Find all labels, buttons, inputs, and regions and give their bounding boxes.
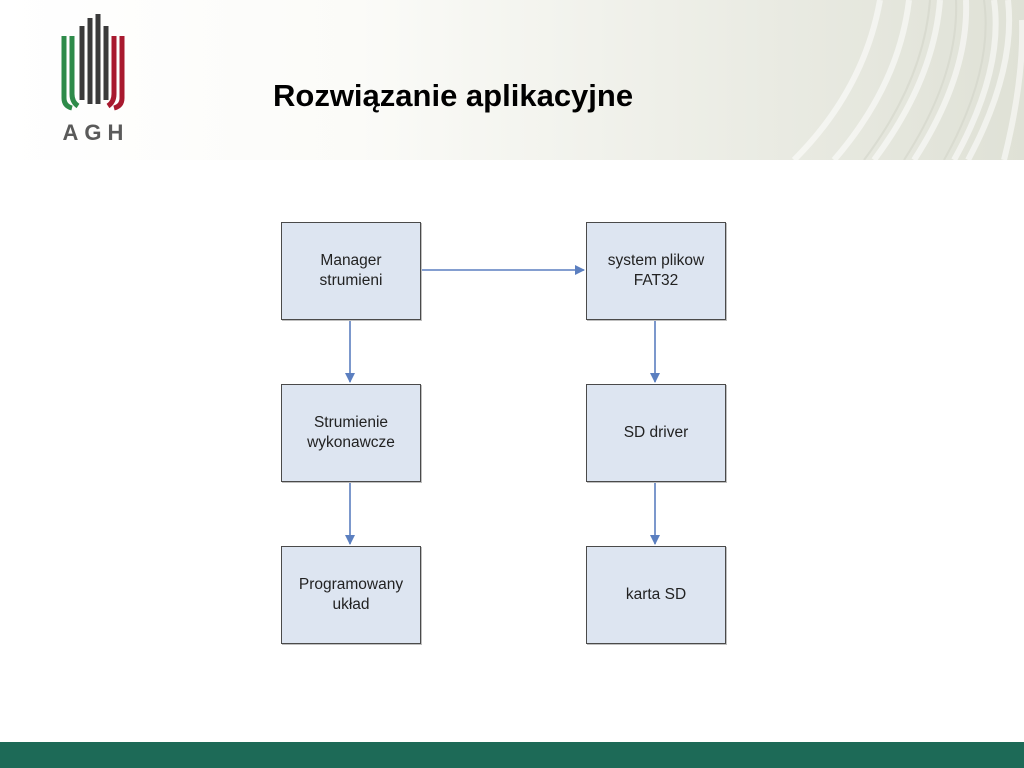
- node-strumienie-wykonawcze: [281, 384, 421, 482]
- node-manager-strumieni: [281, 222, 421, 320]
- node-label: Strumienie wykonawcze: [307, 414, 395, 451]
- node-label: Programowany układ: [298, 576, 404, 613]
- node-label: karta SD: [625, 586, 687, 603]
- node-sd-driver: [586, 384, 726, 482]
- node-label: SD driver: [623, 424, 689, 441]
- footer-bar: [0, 742, 1024, 768]
- slide-title: Rozwiązanie aplikacyjne: [273, 78, 634, 113]
- logo-text: AGH: [62, 120, 130, 145]
- node-label: Manager strumieni: [319, 252, 383, 289]
- node-system-plikow-fat32: [586, 222, 726, 320]
- node-programowany-uklad: [281, 546, 421, 644]
- node-karta-sd: [586, 546, 726, 644]
- node-label: system plikow FAT32: [607, 252, 705, 289]
